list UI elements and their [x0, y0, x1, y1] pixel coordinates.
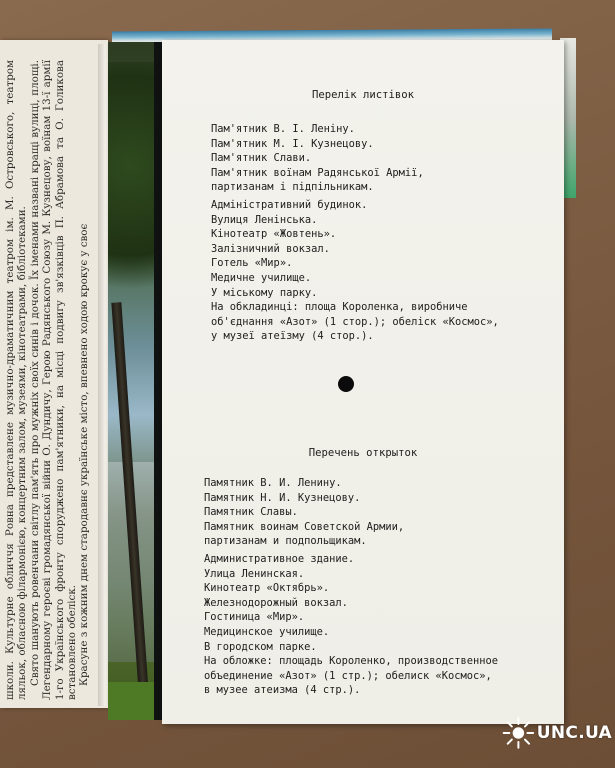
list-item: Железнодорожный вокзал.: [204, 596, 348, 609]
list-item: Вулиця Ленінська.: [211, 213, 318, 226]
list-item: Памятник Н. И. Кузнецову.: [204, 491, 361, 504]
list-item: об'єднання «Азот» (1 стор.); обеліск «Космос»,: [211, 315, 499, 328]
ukrainian-list: [211, 122, 499, 344]
list-item: На обкладинці: площа Короленка, виробниче: [211, 301, 468, 314]
list-item: Кінотеатр «Жовтень».: [211, 228, 337, 241]
binding-hole: [338, 376, 354, 392]
list-item: Пам'ятник В. І. Леніну.: [211, 123, 355, 135]
list-item: Пам'ятник Слави.: [211, 152, 312, 165]
russian-list: [204, 476, 498, 698]
list-item: Пам'ятник воїнам Радянської Армії,: [211, 166, 424, 179]
list-item: партизанам и подпольщикам.: [204, 535, 367, 548]
list-item: Адміністративний будинок.: [211, 198, 368, 211]
site-watermark: [502, 710, 612, 756]
list-item: у музеї атеїзму (4 стор.).: [211, 330, 374, 343]
russian-list-title: Перечень открыток: [308, 447, 418, 459]
left-paragraph-3: Красуне з кожним днем стародавнє українське місто, впевнено ходою крокує у своє: [78, 223, 91, 686]
list-item: Медицинское училище.: [204, 625, 330, 638]
sun-logo-icon: [502, 716, 535, 750]
left-page-text: [4, 60, 91, 700]
list-item: Памятник Славы.: [204, 506, 298, 519]
list-item: Медичне училище.: [211, 271, 312, 284]
ukrainian-list-title: Перелік листівок: [311, 89, 415, 101]
list-item: В городском парке.: [204, 640, 317, 653]
watermark-text: UNC.UA: [536, 723, 612, 743]
list-item: Пам'ятник М. І. Кузнецову.: [211, 137, 374, 150]
left-paragraph-1: школи. Культурне обличчя Ровна представлене музично-драматичним театром ім. М. Островського, театром ляльок, обласною філармонією, концертним залом, музеями, кінотеатрами, бібліотеками.: [4, 60, 29, 700]
list-item: На обложке: площадь Короленко, производственное: [204, 655, 499, 668]
left-page: [0, 40, 108, 708]
list-item: Административное здание.: [204, 552, 355, 565]
list-item: объединение «Азот» (1 стр.); обелиск «Космос»,: [204, 669, 492, 682]
left-paragraph-2: Свято шанують ровенчани світлу пам'ять про мужніх своїх синів і дочок. Їх іменами названі кращі вулиці, площі. Легендарному героєві громадянської війни О. Дундичу, Герою Радянського Союзу М. Кузнецову, воїнам 13-ї армії 1-го Українського фронту споруджено пам'ятники, на місці подвигу зв'язківців П. Абрамова та О. Голикова встановлено обеліск.: [28, 60, 79, 700]
list-item: Готель «Мир».: [211, 257, 293, 270]
list-item: Залізничний вокзал.: [211, 242, 330, 255]
list-item: Гостиница «Мир».: [204, 611, 305, 624]
list-item: У міському парку.: [211, 286, 318, 299]
list-item: Кинотеатр «Октябрь».: [204, 582, 330, 595]
list-item: Улица Ленинская.: [204, 567, 305, 580]
list-item: Памятник В. И. Ленину.: [204, 477, 342, 489]
postcard-list-page: [162, 40, 564, 724]
list-item: Памятник воинам Советской Армии,: [204, 520, 405, 533]
folder-spine: [154, 42, 162, 720]
list-item: в музее атеизма (4 стр.).: [204, 684, 361, 697]
list-item: партизанам і підпільникам.: [211, 181, 374, 194]
